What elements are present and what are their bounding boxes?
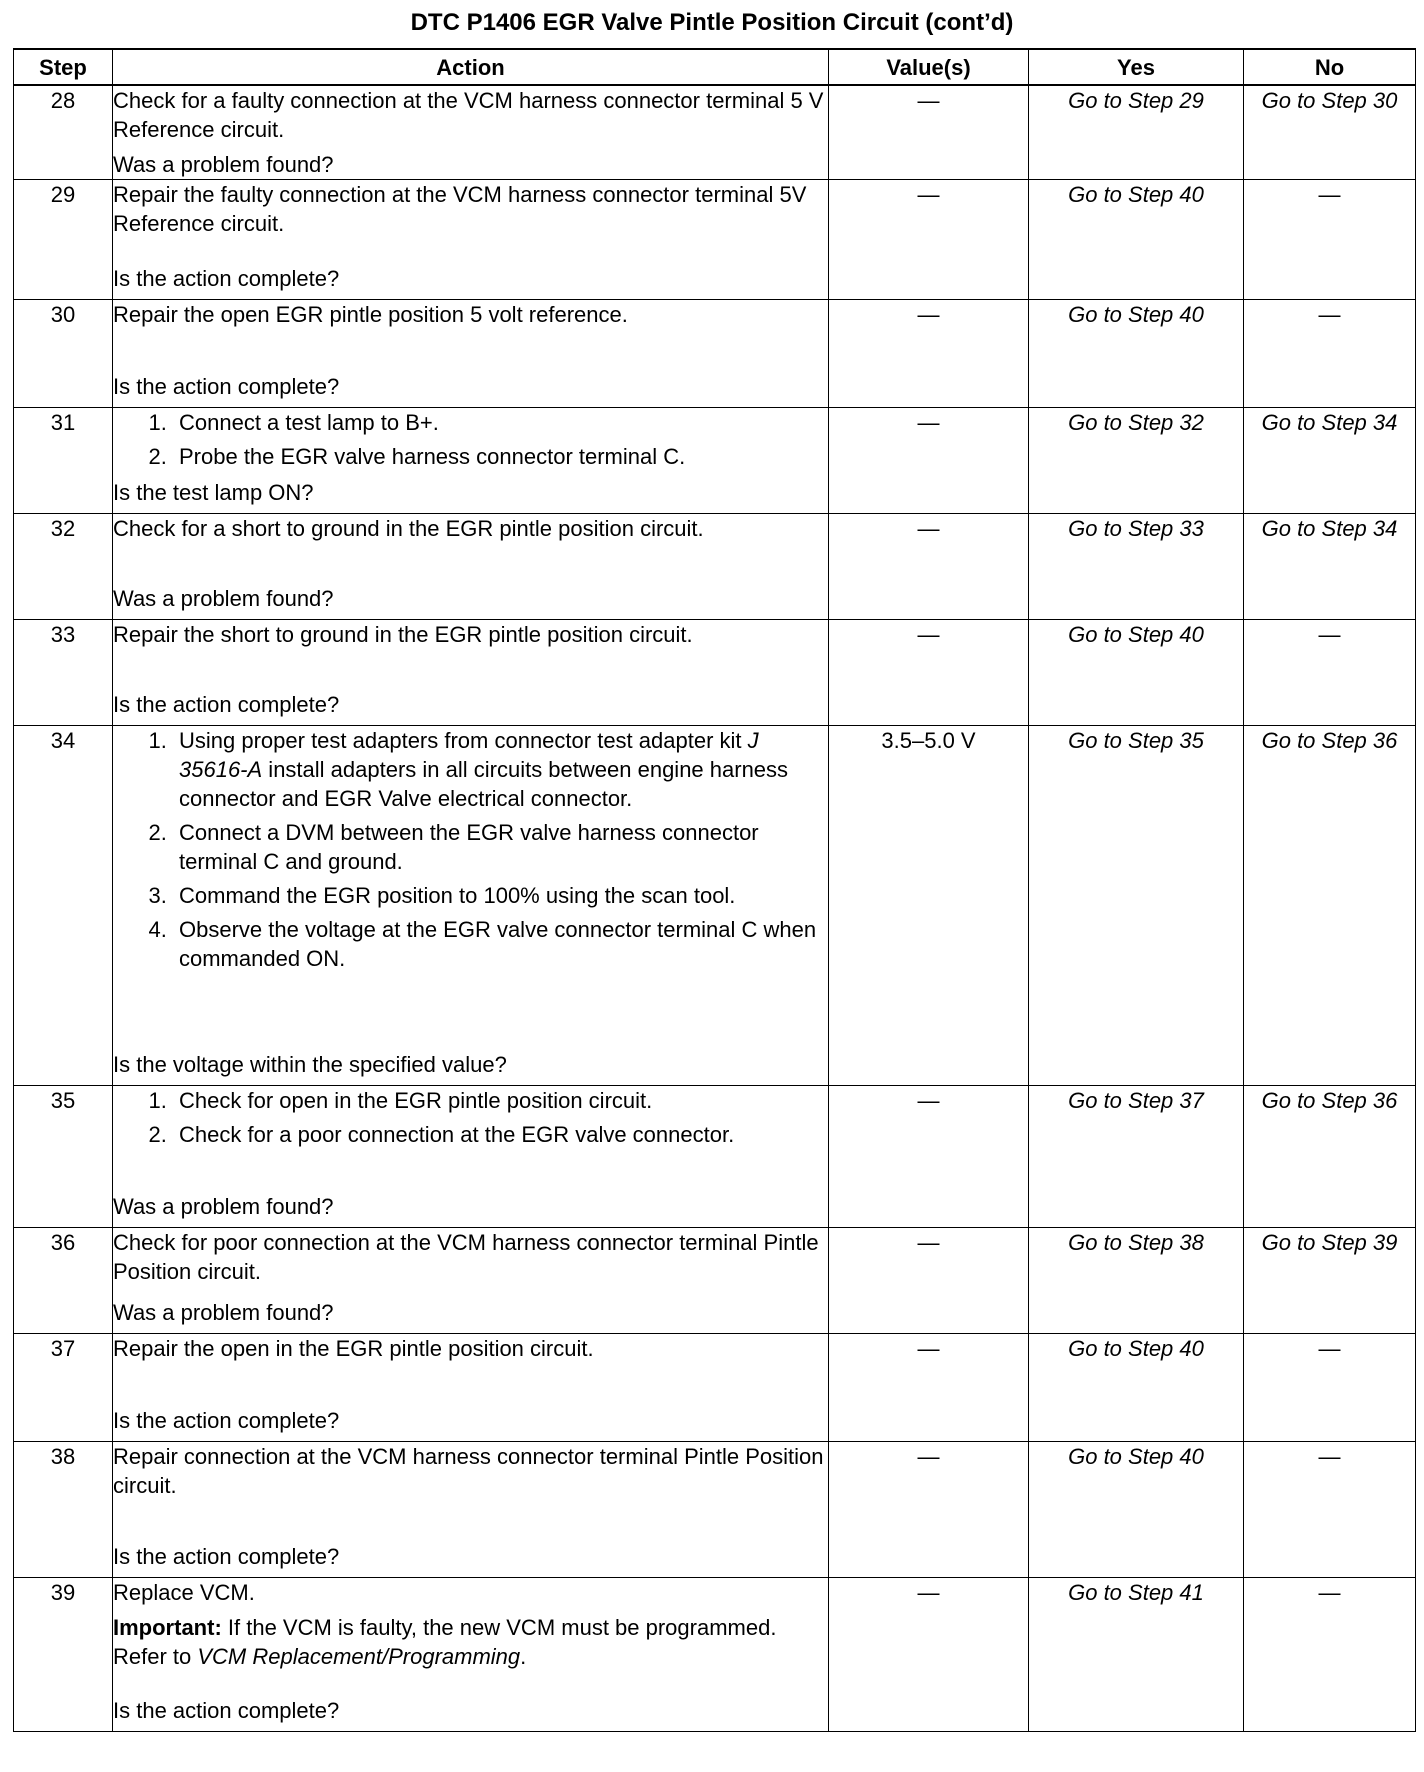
step-number: 29 (14, 180, 113, 300)
yes-link[interactable]: Go to Step 32 (1029, 408, 1244, 514)
action-cell (113, 726, 829, 1086)
step-number: 38 (14, 1442, 113, 1578)
action-step-item: 3. Command the EGR position to 100% using the scan tool. (173, 881, 828, 910)
action-question: Is the action complete? (113, 1408, 340, 1433)
action-text: Replace VCM. (113, 1580, 255, 1605)
action-text: Repair the open EGR pintle position 5 volt reference. (113, 302, 628, 327)
action-question: Is the action complete? (113, 1698, 340, 1723)
action-text: Repair the faulty connection at the VCM harness connector terminal 5V Reference circuit. (113, 182, 807, 236)
action-question: Is the test lamp ON? (113, 480, 314, 505)
table-header-row (14, 49, 1416, 85)
action-cell (113, 514, 829, 620)
action-steps (113, 1086, 828, 1154)
action-step-item: 2. Connect a DVM between the EGR valve harness connector terminal C and ground. (173, 818, 828, 876)
no-link[interactable]: Go to Step 34 (1244, 514, 1416, 620)
action-text: Check for a faulty connection at the VCM harness connector terminal 5 V Reference circuit. (113, 88, 824, 142)
step-number: 35 (14, 1086, 113, 1228)
tool-reference: J 35616-A (179, 728, 759, 782)
yes-link[interactable]: Go to Step 37 (1029, 1086, 1244, 1228)
action-question: Was a problem found? (113, 152, 334, 177)
value-cell: — (829, 1334, 1029, 1442)
table-row (14, 1442, 1416, 1578)
action-question: Is the voltage within the specified value? (113, 1052, 507, 1077)
value-cell: 3.5–5.0 V (829, 726, 1029, 1086)
no-link[interactable]: Go to Step 34 (1244, 408, 1416, 514)
header-no: No (1244, 49, 1416, 85)
no-value: — (1244, 180, 1416, 300)
step-text: Using proper test adapters from connector test adapter kit (179, 728, 748, 753)
header-values: Value(s) (829, 49, 1029, 85)
table-row (14, 1334, 1416, 1442)
yes-link[interactable]: Go to Step 40 (1029, 180, 1244, 300)
action-cell (113, 1578, 829, 1732)
yes-link[interactable]: Go to Step 40 (1029, 620, 1244, 726)
table-row (14, 300, 1416, 408)
diagnostic-table (13, 48, 1416, 1732)
step-number: 28 (14, 85, 113, 180)
important-text: If the VCM is faulty, the new VCM must be programmed. Refer to (113, 1615, 777, 1669)
value-cell: — (829, 408, 1029, 514)
action-question: Was a problem found? (113, 586, 334, 611)
action-step-item: 2. Check for a poor connection at the EGR valve connector. (173, 1120, 828, 1149)
table-row (14, 408, 1416, 514)
important-label: Important: (113, 1615, 222, 1640)
reference-link[interactable]: VCM Replacement/Programming (197, 1644, 521, 1669)
yes-link[interactable]: Go to Step 40 (1029, 1442, 1244, 1578)
table-row (14, 180, 1416, 300)
action-steps (113, 408, 828, 476)
value-cell: — (829, 1086, 1029, 1228)
value-cell: — (829, 620, 1029, 726)
yes-link[interactable]: Go to Step 38 (1029, 1228, 1244, 1334)
action-text: Repair the short to ground in the EGR pintle position circuit. (113, 622, 693, 647)
no-value: — (1244, 1442, 1416, 1578)
step-text: install adapters in all circuits between engine harness connector and EGR Valve electrical connector. (179, 757, 789, 811)
table-row (14, 85, 1416, 180)
step-number: 39 (14, 1578, 113, 1732)
no-value: — (1244, 620, 1416, 726)
action-text: Check for poor connection at the VCM harness connector terminal Pintle Position circuit. (113, 1230, 819, 1284)
yes-link[interactable]: Go to Step 40 (1029, 300, 1244, 408)
page-title: DTC P1406 EGR Valve Pintle Position Circuit (cont’d) (410, 9, 1014, 36)
no-link[interactable]: Go to Step 36 (1244, 726, 1416, 1086)
header-action: Action (113, 49, 829, 85)
action-text: Repair connection at the VCM harness connector terminal Pintle Position circuit. (113, 1444, 824, 1498)
action-step-item: 4. Observe the voltage at the EGR valve connector terminal C when commanded ON. (173, 915, 828, 973)
important-note (113, 1613, 828, 1671)
yes-link[interactable]: Go to Step 33 (1029, 514, 1244, 620)
action-cell (113, 300, 829, 408)
value-cell: — (829, 180, 1029, 300)
step-number: 36 (14, 1228, 113, 1334)
header-step: Step (14, 49, 113, 85)
action-cell (113, 1334, 829, 1442)
value-cell: — (829, 85, 1029, 180)
value-cell: — (829, 1578, 1029, 1732)
no-link[interactable]: Go to Step 30 (1244, 85, 1416, 180)
action-cell (113, 408, 829, 514)
step-number: 37 (14, 1334, 113, 1442)
action-cell (113, 1086, 829, 1228)
action-cell (113, 85, 829, 180)
table-row (14, 514, 1416, 620)
action-text: Check for a short to ground in the EGR pintle position circuit. (113, 516, 704, 541)
action-question: Is the action complete? (113, 374, 340, 399)
step-number: 31 (14, 408, 113, 514)
yes-link[interactable]: Go to Step 41 (1029, 1578, 1244, 1732)
action-question: Is the action complete? (113, 266, 340, 291)
action-step-item: 2. Probe the EGR valve harness connector terminal C. (173, 442, 828, 471)
yes-link[interactable]: Go to Step 29 (1029, 85, 1244, 180)
step-number: 34 (14, 726, 113, 1086)
yes-link[interactable]: Go to Step 35 (1029, 726, 1244, 1086)
table-row (14, 726, 1416, 1086)
no-value: — (1244, 300, 1416, 408)
table-row (14, 1086, 1416, 1228)
header-yes: Yes (1029, 49, 1244, 85)
no-link[interactable]: Go to Step 39 (1244, 1228, 1416, 1334)
action-text: Repair the open in the EGR pintle position circuit. (113, 1336, 594, 1361)
action-question: Was a problem found? (113, 1194, 334, 1219)
action-step-item: 1. Connect a test lamp to B+. (173, 408, 828, 437)
action-step-item (173, 726, 828, 813)
step-number: 30 (14, 300, 113, 408)
no-value: — (1244, 1578, 1416, 1732)
action-steps (113, 726, 828, 978)
table-row (14, 620, 1416, 726)
value-cell: — (829, 1228, 1029, 1334)
action-cell (113, 180, 829, 300)
step-number: 33 (14, 620, 113, 726)
value-cell: — (829, 514, 1029, 620)
action-question: Is the action complete? (113, 1544, 340, 1569)
table-row (14, 1228, 1416, 1334)
no-value: — (1244, 1334, 1416, 1442)
no-link[interactable]: Go to Step 36 (1244, 1086, 1416, 1228)
value-cell: — (829, 300, 1029, 408)
action-step-item: 1. Check for open in the EGR pintle position circuit. (173, 1086, 828, 1115)
yes-link[interactable]: Go to Step 40 (1029, 1334, 1244, 1442)
action-cell (113, 1228, 829, 1334)
action-question: Is the action complete? (113, 692, 340, 717)
action-cell (113, 620, 829, 726)
action-cell (113, 1442, 829, 1578)
value-cell: — (829, 1442, 1029, 1578)
important-end: . (520, 1644, 527, 1669)
table-row (14, 1578, 1416, 1732)
step-number: 32 (14, 514, 113, 620)
action-question: Was a problem found? (113, 1300, 334, 1325)
